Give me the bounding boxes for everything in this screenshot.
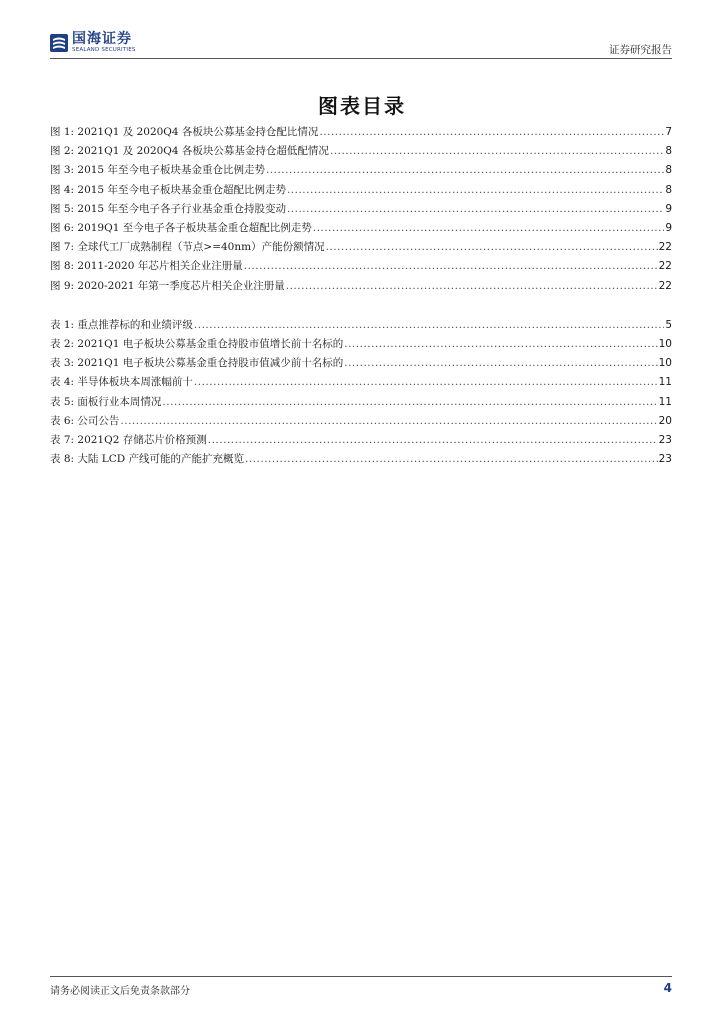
logo-english-name: SEALAND SECURITIES [72,47,136,54]
toc-entry-page: 8 [665,183,672,196]
toc-entry-table-8[interactable] [50,450,672,469]
toc-entry-page: 22 [658,260,672,273]
toc-entry-label: 表 2: 2021Q1 电子板块公募基金重仓持股市值增长前十名标的 [50,338,344,351]
toc-entry-page: 23 [658,453,672,466]
toc-entry-table-2[interactable] [50,335,672,354]
toc-entry-label: 表 1: 重点推荐标的和业绩评级 [50,318,193,331]
toc-entry-figure-8[interactable] [50,257,672,276]
toc-leader-dots [326,238,658,257]
toc-leader-dots [319,123,664,142]
page-footer [50,976,672,1001]
toc-leader-dots [194,373,658,392]
toc-entry-table-1[interactable] [50,316,672,335]
page-header [50,30,672,59]
disclaimer-note: 请务必阅读正文后免责条款部分 [50,986,190,997]
toc-leader-dots [120,412,657,431]
toc-entry-label: 图 5: 2015 年至今电子各子行业基金重仓持股变动 [50,202,286,215]
toc-entry-label: 图 9: 2020-2021 年第一季度芯片相关企业注册量 [50,279,285,292]
toc-entry-figure-2[interactable] [50,142,672,161]
toc-entry-label: 图 1: 2021Q1 及 2020Q4 各板块公募基金持仓配比情况 [50,126,319,138]
toc-entry-label: 表 3: 2021Q1 电子板块公募基金重仓持股市值减少前十名标的 [50,357,344,370]
company-logo [50,30,136,56]
toc-entry-page: 7 [665,126,672,138]
toc-entry-table-4[interactable] [50,373,672,392]
toc-entry-page: 10 [658,338,672,351]
toc-leader-dots [286,277,658,296]
toc-leader-dots [266,161,664,180]
toc-entry-page: 8 [665,145,672,158]
toc-entry-page: 5 [665,318,672,331]
toc-entry-figure-4[interactable] [50,181,672,200]
toc-entry-label: 图 3: 2015 年至今电子板块基金重仓比例走势 [50,164,265,177]
toc-entry-page: 20 [658,414,672,427]
toc-leader-dots [208,431,658,450]
toc-entry-label: 表 7: 2021Q2 存储芯片价格预测 [50,434,207,447]
toc-leader-dots [313,219,665,238]
toc-entry-label: 表 5: 面板行业本周情况 [50,395,162,408]
toc-entry-page: 22 [658,241,672,254]
toc-entry-page: 22 [658,279,672,292]
toc-entry-figure-1[interactable] [50,123,672,142]
logo-chinese-name: 国海证券 [72,31,132,48]
toc-entry-label: 图 2: 2021Q1 及 2020Q4 各板块公募基金持仓超低配情况 [50,145,329,158]
toc-entry-page: 11 [658,395,672,408]
toc-leader-dots [287,200,664,219]
toc-leader-dots [344,335,657,354]
toc-entry-label: 图 4: 2015 年至今电子板块基金重仓超配比例走势 [50,183,286,196]
toc-entry-label: 表 4: 半导体板块本周涨幅前十 [50,376,193,389]
toc-leader-dots [330,142,664,161]
toc-entry-label: 表 6: 公司公告 [50,414,120,427]
toc-entry-figure-5[interactable] [50,200,672,219]
toc-entry-table-6[interactable] [50,412,672,431]
toc-entry-page: 11 [658,376,672,389]
toc-entry-figure-3[interactable] [50,161,672,180]
toc-entry-figure-7[interactable] [50,238,672,257]
toc-entry-page: 8 [665,164,672,177]
toc-leader-dots [245,450,658,469]
report-type-label: 证券研究报告 [609,44,672,56]
toc-entry-page: 9 [665,222,672,235]
toc-leader-dots [194,316,664,335]
page-number: 4 [663,981,672,995]
toc-section-gap [50,296,672,316]
table-of-contents [50,123,672,469]
toc-entry-page: 9 [665,202,672,215]
toc-leader-dots [344,354,657,373]
toc-entry-label: 图 8: 2011-2020 年芯片相关企业注册量 [50,260,243,273]
toc-entry-label: 图 7: 全球代工厂成熟制程（节点>=40nm）产能份额情况 [50,241,325,254]
toc-entry-page: 10 [658,357,672,370]
toc-entry-table-3[interactable] [50,354,672,373]
toc-entry-label: 图 6: 2019Q1 至今电子各子板块基金重仓超配比例走势 [50,222,312,235]
sealand-logo-icon [50,34,68,52]
page-title: 图表目录 [318,94,406,118]
toc-entry-table-5[interactable] [50,393,672,412]
toc-entry-label: 表 8: 大陆 LCD 产线可能的产能扩充概览 [50,453,244,466]
toc-entry-figure-6[interactable] [50,219,672,238]
toc-entry-table-7[interactable] [50,431,672,450]
toc-leader-dots [162,393,657,412]
toc-entry-figure-9[interactable] [50,277,672,296]
toc-entry-page: 23 [658,434,672,447]
toc-leader-dots [244,257,658,276]
toc-leader-dots [287,181,664,200]
